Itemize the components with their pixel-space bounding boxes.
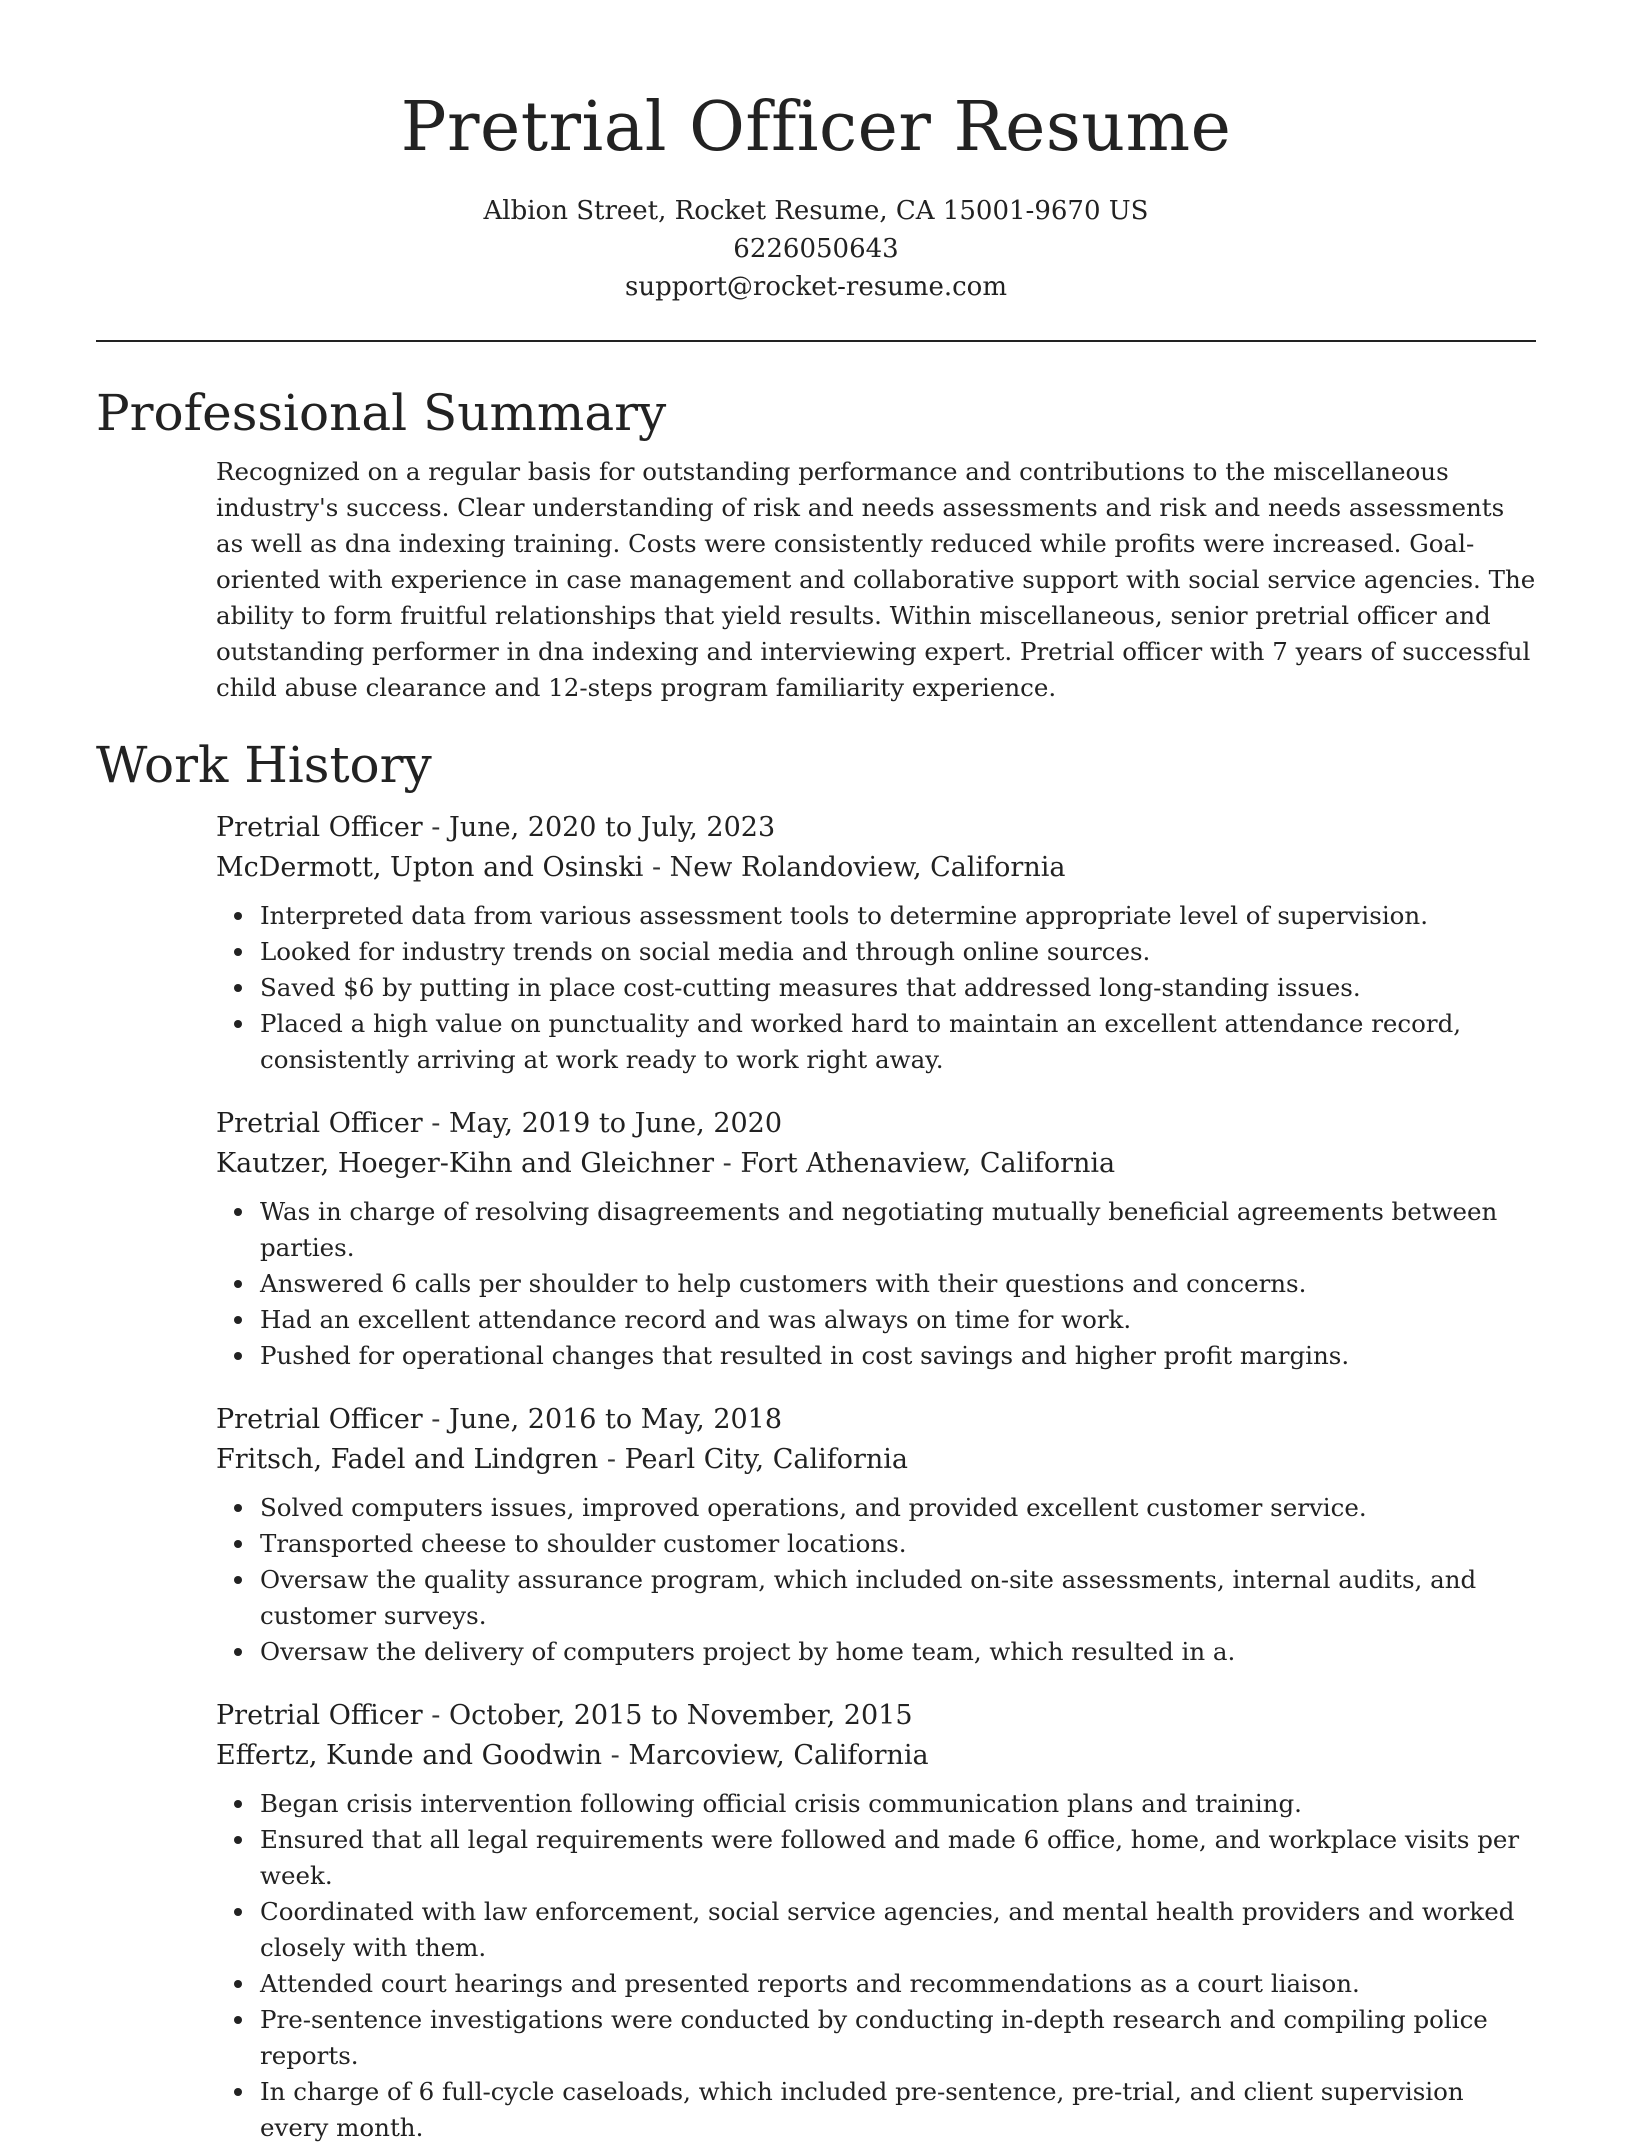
job-title-line bbox=[216, 1400, 1536, 1440]
contact-info bbox=[96, 192, 1536, 306]
job-bullet: Answered 6 calls per shoulder to help customers with their questions and concerns. bbox=[260, 1266, 1536, 1302]
job-bullet: Placed a high value on punctuality and worked hard to maintain an excellent attendance record, consistently arriving at work ready to work right away. bbox=[260, 1006, 1536, 1078]
job-title: Pretrial Officer bbox=[216, 1700, 423, 1731]
job-bullet: Attended court hearings and presented reports and recommendations as a court liaison. bbox=[260, 1966, 1536, 2002]
job-separator: - bbox=[422, 812, 450, 843]
job-entry bbox=[216, 808, 1536, 1078]
summary-section bbox=[96, 454, 1536, 706]
job-dates: May, 2019 to June, 2020 bbox=[449, 1108, 783, 1139]
job-company: Effertz, Kunde and Goodwin bbox=[216, 1740, 603, 1771]
job-bullet: Oversaw the quality assurance program, which included on-site assessments, internal audits, and customer surveys. bbox=[260, 1562, 1536, 1634]
job-dates: June, 2020 to July, 2023 bbox=[449, 812, 776, 843]
job-bullet: Oversaw the delivery of computers project by home team, which resulted in a. bbox=[260, 1634, 1536, 1670]
resume-title: Pretrial Officer Resume bbox=[400, 88, 1232, 167]
job-separator: - bbox=[598, 1444, 625, 1475]
contact-address: Albion Street, Rocket Resume, CA 15001-9670 US bbox=[483, 196, 1149, 226]
job-bullet: Coordinated with law enforcement, social service agencies, and mental health providers and worked closely with them. bbox=[260, 1894, 1536, 1966]
work-history-list bbox=[96, 808, 1536, 2146]
job-bullet-list bbox=[216, 1490, 1536, 1670]
job-title: Pretrial Officer bbox=[216, 1404, 423, 1435]
job-bullet: Ensured that all legal requirements were followed and made 6 office, home, and workplace visits per week. bbox=[260, 1822, 1536, 1894]
job-bullet: Solved computers issues, improved operations, and provided excellent customer service. bbox=[260, 1490, 1536, 1526]
job-company: Fritsch, Fadel and Lindgren bbox=[216, 1444, 599, 1475]
job-title-line bbox=[216, 1104, 1536, 1144]
job-bullet-list bbox=[216, 1786, 1536, 2146]
job-bullet: Began crisis intervention following official crisis communication plans and training. bbox=[260, 1786, 1536, 1822]
job-dates: June, 2016 to May, 2018 bbox=[449, 1404, 783, 1435]
job-bullet: Interpreted data from various assessment tools to determine appropriate level of supervision. bbox=[260, 898, 1536, 934]
job-separator: - bbox=[422, 1700, 450, 1731]
header-divider bbox=[96, 340, 1536, 342]
job-company: McDermott, Upton and Osinski bbox=[216, 852, 644, 883]
job-entry bbox=[216, 1400, 1536, 1670]
contact-phone: 6226050643 bbox=[733, 234, 899, 264]
job-bullet: Pushed for operational changes that resulted in cost savings and higher profit margins. bbox=[260, 1338, 1536, 1374]
job-separator: - bbox=[714, 1148, 741, 1179]
job-title-line bbox=[216, 1696, 1536, 1736]
job-separator: - bbox=[602, 1740, 629, 1771]
job-company-line bbox=[216, 1736, 1536, 1776]
job-bullet-list bbox=[216, 1194, 1536, 1374]
contact-email: support@rocket-resume.com bbox=[624, 272, 1007, 302]
job-bullet: Looked for industry trends on social media and through online sources. bbox=[260, 934, 1536, 970]
job-bullet: Had an excellent attendance record and was always on time for work. bbox=[260, 1302, 1536, 1338]
job-title-line bbox=[216, 808, 1536, 848]
job-entry bbox=[216, 1104, 1536, 1374]
job-bullet: Was in charge of resolving disagreements and negotiating mutually beneficial agreements between parties. bbox=[260, 1194, 1536, 1266]
summary-text: Recognized on a regular basis for outstanding performance and contributions to the miscellaneous industry's success. Clear understanding of risk and needs assessments and risk and needs assessments as well as dna indexing training. Costs were consistently reduced while profits were increased. Goal-oriented with experience in case management and collaborative support with social service agencies. The ability to form fruitful relationships that yield results. Within miscellaneous, senior pretrial officer and outstanding performer in dna indexing and interviewing expert. Pretrial officer with 7 years of successful child abuse clearance and 12-steps program familiarity experience. bbox=[216, 457, 1536, 702]
job-location: Pearl City, California bbox=[624, 1444, 909, 1475]
job-dates: October, 2015 to November, 2015 bbox=[449, 1700, 913, 1731]
job-bullet: Transported cheese to shoulder customer locations. bbox=[260, 1526, 1536, 1562]
job-company-line bbox=[216, 848, 1536, 888]
job-bullet: Saved $6 by putting in place cost-cutting measures that addressed long-standing issues. bbox=[260, 970, 1536, 1006]
job-title: Pretrial Officer bbox=[216, 812, 423, 843]
job-bullet: In charge of 6 full-cycle caseloads, which included pre-sentence, pre-trial, and client supervision every month. bbox=[260, 2074, 1536, 2146]
work-history-heading: Work History bbox=[96, 736, 432, 794]
job-location: New Rolandoview, California bbox=[669, 852, 1066, 883]
job-company-line bbox=[216, 1440, 1536, 1480]
job-company-line bbox=[216, 1144, 1536, 1184]
job-location: Fort Athenaview, California bbox=[740, 1148, 1116, 1179]
job-company: Kautzer, Hoeger-Kihn and Gleichner bbox=[216, 1148, 715, 1179]
job-separator: - bbox=[643, 852, 670, 883]
job-bullet: Pre-sentence investigations were conducted by conducting in-depth research and compiling police reports. bbox=[260, 2002, 1536, 2074]
job-separator: - bbox=[422, 1108, 450, 1139]
job-entry bbox=[216, 1696, 1536, 2146]
job-bullet-list bbox=[216, 898, 1536, 1078]
job-separator: - bbox=[422, 1404, 450, 1435]
job-title: Pretrial Officer bbox=[216, 1108, 423, 1139]
resume-header bbox=[96, 0, 1536, 306]
summary-heading: Professional Summary bbox=[96, 384, 667, 442]
job-location: Marcoview, California bbox=[628, 1740, 929, 1771]
